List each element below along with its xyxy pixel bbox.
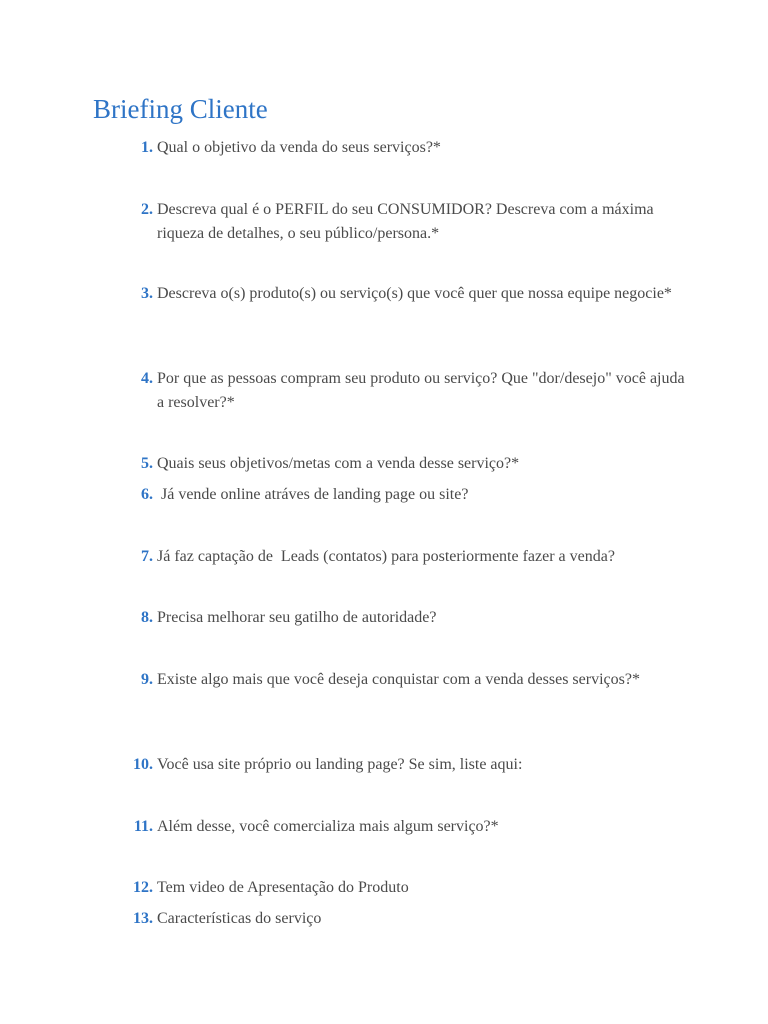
question-text: Descreva qual é o PERFIL do seu CONSUMIDOR? Descreva com a máxima riqueza de detalhes, o seu público/persona.* xyxy=(157,201,654,242)
question-number: 9. xyxy=(141,671,153,688)
question-text: Descreva o(s) produto(s) ou serviço(s) que você quer que nossa equipe negocie* xyxy=(157,285,672,302)
question-number: 6. xyxy=(141,486,153,503)
question-number: 13. xyxy=(133,910,153,927)
question-text: Características do serviço xyxy=(157,910,322,927)
question-number: 5. xyxy=(141,455,153,472)
question-number: 2. xyxy=(141,201,153,218)
question-text: Precisa melhorar seu gatilho de autoridade? xyxy=(157,609,437,626)
question-text: Já vende online atráves de landing page ou site? xyxy=(157,486,469,503)
question-text: Tem video de Apresentação do Produto xyxy=(157,879,409,896)
question-text: Quais seus objetivos/metas com a venda desse serviço?* xyxy=(157,455,520,472)
question-number: 7. xyxy=(141,548,153,565)
question-text: Você usa site próprio ou landing page? Se sim, liste aqui: xyxy=(157,756,523,773)
question-text: Qual o objetivo da venda do seus serviços?* xyxy=(157,139,441,156)
question-number: 1. xyxy=(141,139,153,156)
page-title: Briefing Cliente xyxy=(93,94,268,124)
question-text: Já faz captação de Leads (contatos) para posteriormente fazer a venda? xyxy=(157,548,615,565)
question-text: Por que as pessoas compram seu produto ou serviço? Que "dor/desejo" você ajuda a resolver?* xyxy=(157,370,685,411)
question-number: 10. xyxy=(133,756,153,773)
question-number: 4. xyxy=(141,370,153,387)
question-text: Além desse, você comercializa mais algum serviço?* xyxy=(157,818,499,835)
question-text: Existe algo mais que você deseja conquistar com a venda desses serviços?* xyxy=(157,671,640,688)
question-number: 3. xyxy=(141,285,153,302)
question-number: 11. xyxy=(133,818,153,835)
question-number: 8. xyxy=(141,609,153,626)
question-number: 12. xyxy=(133,879,153,896)
